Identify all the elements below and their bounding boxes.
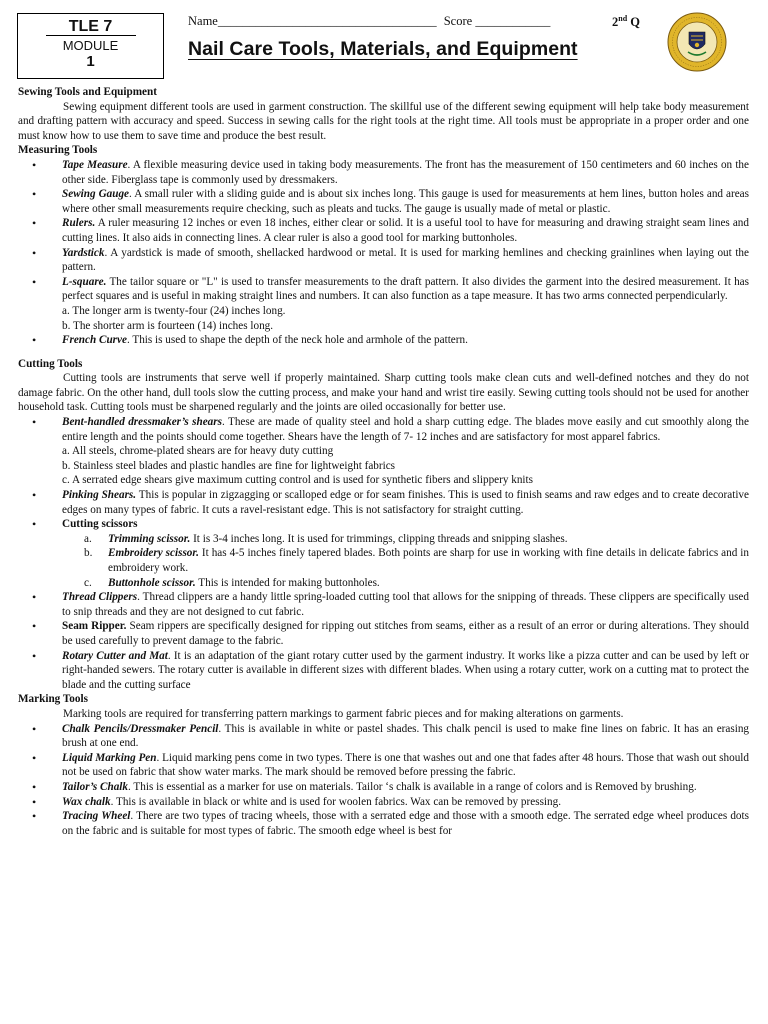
sub-item: c. A serrated edge shears give maximum cutting control and is used for synthetic fibers and slippery knits bbox=[62, 474, 534, 487]
term: Chalk Pencils/Dressmaker Pencil bbox=[62, 722, 219, 735]
term: Rotary Cutter and Mat bbox=[62, 649, 168, 662]
definition: A ruler measuring 12 inches or even 18 inches, either clear or solid. It is a useful tool to have for measuring and drawing straight seam lines and cutting lines. It also aids in connecting lines. A clear ruler is also a good tool for marking buttonholes. bbox=[62, 217, 749, 244]
list-item bbox=[18, 415, 749, 488]
module-number: 1 bbox=[86, 53, 95, 70]
term: Tracing Wheel bbox=[62, 810, 131, 823]
term: Rulers. bbox=[62, 217, 96, 230]
definition: . There are two types of tracing wheels, those with a serrated edge and those with a smooth edge. The serrated edge wheel produces dots on the fabric and is suitable for most types of fabric. The smooth edge wheel is best for bbox=[62, 810, 749, 837]
list-item bbox=[18, 246, 749, 275]
list-item bbox=[18, 780, 749, 795]
definition: . Thread clippers are a handy little spring-loaded cutting tool that allows for the snipping of threads. These clippers are specifically used to snip threads and they are not designed to cut fabric. bbox=[62, 591, 749, 618]
term: Embroidery scissor. bbox=[108, 547, 199, 560]
spacer bbox=[18, 348, 749, 357]
page-title: Nail Care Tools, Materials, and Equipment bbox=[188, 38, 578, 60]
list-item bbox=[18, 619, 749, 648]
sub-item: a. The longer arm is twenty-four (24) inches long. bbox=[62, 304, 286, 317]
list-item bbox=[18, 649, 749, 693]
definition: The tailor square or "L" is used to transfer measurements to the draft pattern. It also divides the garment into the desired measurement. It has perfect squares and is useful in making straight lines and numbers. It can also function as a tape measure. It has two arms connected perpendicularly. bbox=[62, 275, 749, 303]
list-item bbox=[18, 517, 749, 590]
name-field: Name___________________________________ bbox=[188, 14, 437, 28]
term: L-square. bbox=[62, 275, 107, 288]
list-item bbox=[18, 795, 749, 810]
sub-item: b. The shorter arm is fourteen (14) inches long. bbox=[62, 319, 274, 332]
term: Seam Ripper. bbox=[62, 620, 127, 633]
definition: . This is essential as a marker for use on materials. Tailor ‘s chalk is available in a range of colors and is Removed by brushing. bbox=[128, 780, 697, 793]
section-heading-sewing: Sewing Tools and Equipment bbox=[18, 86, 157, 98]
quarter-number: 2 bbox=[612, 15, 619, 30]
module-label: MODULE bbox=[62, 38, 119, 53]
list-item bbox=[18, 333, 749, 348]
definition: . These are made of quality steel and hold a sharp cutting edge. The blades move easily and cut smoothly along the entire length and the points should come together. Shears have the length of 7- 12 inches and are satisfactory for most apparel fabrics. bbox=[62, 416, 749, 443]
term: French Curve bbox=[62, 334, 127, 347]
score-field: Score ____________ bbox=[443, 14, 551, 28]
document-body bbox=[18, 85, 749, 838]
marking-tools-list bbox=[18, 722, 749, 839]
list-item bbox=[18, 722, 749, 751]
list-item bbox=[18, 187, 749, 216]
school-seal-logo bbox=[667, 12, 727, 72]
item-letter: c. bbox=[84, 576, 92, 589]
list-item bbox=[18, 216, 749, 245]
list-item bbox=[18, 809, 749, 838]
section-heading-marking: Marking Tools bbox=[18, 693, 88, 706]
term: Liquid Marking Pen bbox=[62, 751, 157, 764]
term: Tailor’s Chalk bbox=[62, 780, 129, 793]
term: Cutting scissors bbox=[62, 518, 138, 531]
cutting-tools-list bbox=[18, 415, 749, 692]
definition: . It is an adaptation of the giant rotary cutter used by the garment industry. It works like a pizza cutter and can be used by left or right-handed sewers. The rotary cutter is available in different sizes with different blades. When using a rotary cutter, work on a cutting mat to protect the blade and the cutting surface bbox=[62, 649, 750, 691]
list-item bbox=[18, 590, 749, 619]
term: Tape Measure bbox=[62, 158, 128, 171]
term: Buttonhole scissor. bbox=[108, 576, 196, 589]
definition: . This is available in black or white and is used for woolen fabrics. Wax can be removed by pressing. bbox=[110, 795, 562, 808]
definition: Seam rippers are specifically designed for ripping out stitches from seams, either as a result of an error or during alterations. They should be used carefully to prevent damage to the fabric. bbox=[62, 620, 749, 647]
definition: It has 4-5 inches finely tapered blades. Both points are sharp for use in working with fine details in delicate fabrics and in embroidery work. bbox=[108, 547, 749, 574]
term: Wax chalk bbox=[62, 795, 111, 808]
sub-item: b. Stainless steel blades and plastic handles are fine for lightweight fabrics bbox=[62, 459, 396, 472]
quarter-letter: Q bbox=[627, 15, 641, 30]
term: Trimming scissor. bbox=[108, 532, 191, 545]
definition: . A yardstick is made of smooth, shellacked hardwood or metal. It is used for marking hemlines and checking grainlines when laying out the pattern. bbox=[62, 246, 749, 274]
name-score-row bbox=[188, 14, 554, 29]
quarter-suffix: nd bbox=[618, 14, 628, 23]
list-item bbox=[62, 546, 749, 575]
term: Sewing Gauge bbox=[62, 188, 130, 201]
item-letter: b. bbox=[84, 547, 93, 560]
definition: . A small ruler with a sliding guide and is about six inches long. This gauge is used for measurements at hem lines, button holes and areas where other small measurements require checking, such as pleats and tucks. The gauge is usually made of metal or plastic. bbox=[62, 188, 749, 215]
term: Pinking Shears. bbox=[62, 489, 137, 502]
list-item bbox=[62, 532, 749, 547]
marking-intro-paragraph: Marking tools are required for transferring pattern markings to garment fabric pieces and for making alterations on garments. bbox=[63, 707, 624, 720]
list-item bbox=[18, 158, 749, 187]
section-heading-cutting: Cutting Tools bbox=[18, 357, 83, 370]
quarter-label bbox=[612, 14, 640, 30]
section-heading-measuring: Measuring Tools bbox=[18, 144, 98, 157]
definition: . A flexible measuring device used in taking body measurements. The front has the measurement of 150 centimeters and 60 inches on the other side. Fiberglass tape is commonly used by dressmakers. bbox=[62, 158, 749, 186]
intro-paragraph: Sewing equipment different tools are used in garment construction. The skillful use of the different sewing equipment will help take body measurement and drafting pattern with accuracy and speed. Success in sewing calls for the right tools at the right time. All tools must be appropriate in a proper order and one must know how to use them to save time and produce the best result. bbox=[18, 100, 749, 142]
definition: This is popular in zigzagging or scalloped edge or for seam finishes. This is used to finish seams and raw edges and to create decorative edges on many types of fabric. It cuts a ravel-resistant edge. This is not satisfactory for straight cutting. bbox=[62, 489, 749, 516]
cutting-intro-paragraph: Cutting tools are instruments that serve well if properly maintained. Sharp cutting tools make clean cuts and well-defined notches and they do not damage fabric. On the other hand, dull tools slow the cutting process, and make your hand and wrist tire easily. Sewing cutting tools should not be used for another household task. Cutting tools must be sharpened regularly and the joints are oiled occasionally for better use. bbox=[18, 372, 749, 414]
list-item bbox=[18, 275, 749, 333]
term: Yardstick bbox=[62, 246, 105, 259]
definition: . This is available in white or pastel shades. This chalk pencil is used to make fine lines on fabric. It has an erasing brush at one end. bbox=[62, 722, 750, 750]
definition: . This is used to shape the depth of the neck hole and armhole of the pattern. bbox=[126, 334, 468, 347]
item-letter: a. bbox=[84, 532, 92, 545]
term: Bent-handled dressmaker’s shears bbox=[62, 416, 222, 429]
definition: It is 3-4 inches long. It is used for trimmings, clipping threads and snipping slashes. bbox=[190, 532, 568, 545]
definition: This is intended for making buttonholes. bbox=[195, 576, 380, 589]
definition: . Liquid marking pens come in two types. There is one that washes out and one that fades after 48 hours. Those that wash out should not be used on fabric that show water marks. The mark should be removed before pressing the fabric. bbox=[62, 751, 749, 779]
subject-label: TLE 7 bbox=[46, 18, 136, 36]
sub-item: a. All steels, chrome-plated shears are for heavy duty cutting bbox=[62, 445, 334, 458]
term: Thread Clippers bbox=[62, 591, 138, 604]
measuring-tools-list bbox=[18, 158, 749, 348]
list-item bbox=[18, 751, 749, 780]
scissors-list bbox=[62, 532, 749, 590]
module-box bbox=[17, 13, 164, 79]
list-item bbox=[18, 488, 749, 517]
list-item bbox=[62, 576, 749, 591]
